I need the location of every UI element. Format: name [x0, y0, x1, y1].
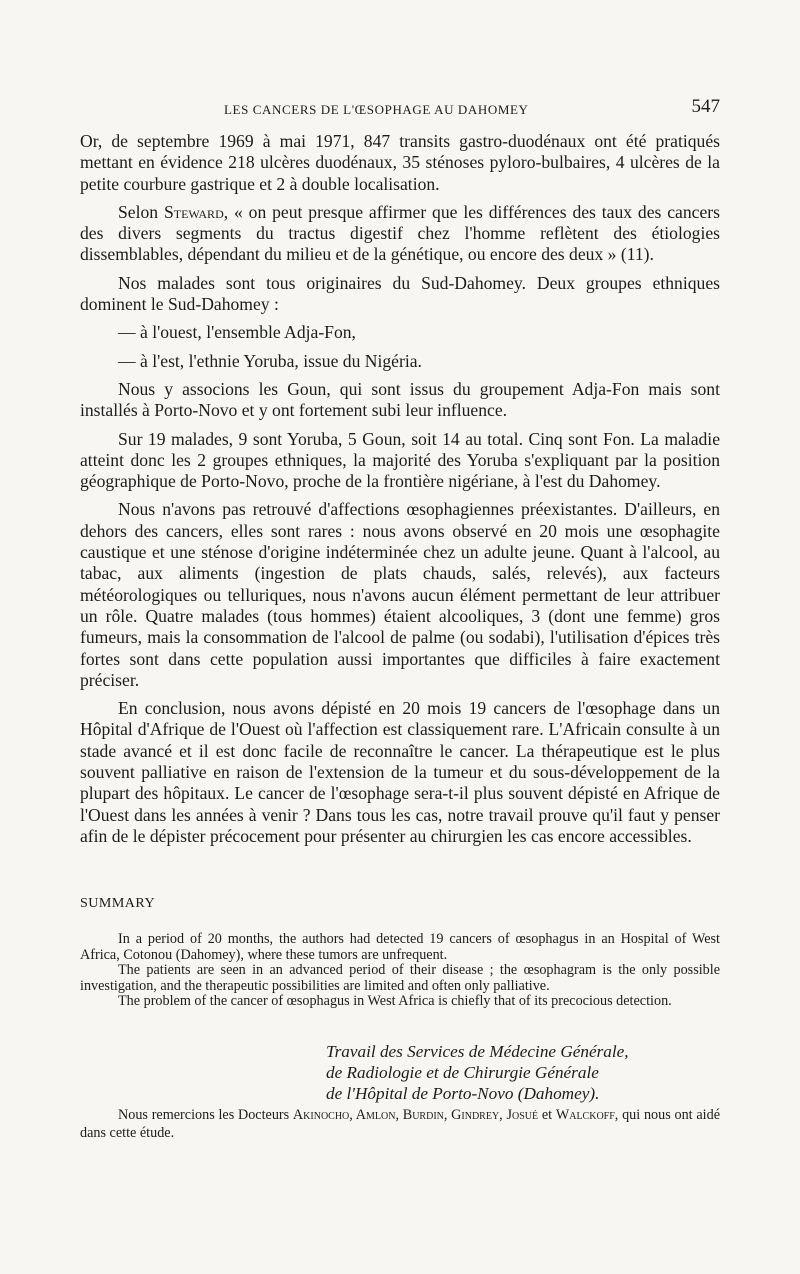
page-number: 547: [691, 96, 720, 117]
paragraph-affections: Nous n'avons pas retrouvé d'affections œsophagiennes préexistantes. D'ailleurs, en dehors des cancers, elles sont rares : nous avons observé en 20 mois une œsophagite caustique et une sténose d'origine indéterminée chez un adulte jeune. Quant à l'alcool, au tabac, aux aliments (ingestion de plats chauds, salés, relevés), aux facteurs météorologiques ou telluriques, nous n'avons aucun élément permettant de leur attribuer un rôle. Quatre malades (tous hommes) étaient alcooliques, 3 (dont une femme) gros fumeurs, mais la consommation de l'alcool de palme (ou sodabi), l'utilisation d'épices très fortes sont dans cette population aussi importantes que difficiles à faire exactement préciser.: [80, 499, 720, 690]
paragraph-transits: Or, de septembre 1969 à mai 1971, 847 transits gastro-duodénaux ont été pratiqués mettant en évidence 218 ulcères duodénaux, 35 sténoses pyloro-bulbaires, 4 ulcères de la petite courbure gastrique et 2 à double localisation.: [80, 131, 720, 194]
running-title: LES CANCERS DE L'ŒSOPHAGE AU DAHOMEY: [224, 102, 529, 117]
summary-heading: SUMMARY: [80, 896, 156, 911]
summary-paragraph-1: In a period of 20 months, the authors had detected 19 cancers of œsophagus in an Hospital of West Africa, Cotonou (Dahomey), where these tumors are unfrequent.: [80, 931, 720, 963]
body-text: [80, 131, 720, 854]
summary-paragraph-2: The patients are seen in an advanced period of their disease ; the œsophagram is the only possible investigation, and the therapeutic possibilities are limited and often only palliative.: [80, 962, 720, 994]
acknowledgment: Nous remercions les Docteurs Akinocho, Amlon, Burdin, Gindrey, Josué et Walckoff, qui nous ont aidé dans cette étude.: [80, 1107, 720, 1141]
paragraph-steward: Selon Steward, « on peut presque affirmer que les différences des taux des cancers des divers segments du tractus digestif chez l'homme reflètent des étiologies dissemblables, dépendant du milieu et de la génétique, ou encore des deux » (11).: [80, 201, 720, 265]
acknowledged-names: Akinocho, Amlon, Burdin, Gindrey, Josué: [292, 1107, 539, 1123]
list-item-west: — à l'ouest, l'ensemble Adja-Fon,: [118, 322, 356, 343]
summary-text: [80, 932, 720, 1010]
paragraph-counts: Sur 19 malades, 9 sont Yoruba, 5 Goun, soit 14 au total. Cinq sont Fon. La maladie atteint donc les 2 groupes ethniques, la majorité des Yoruba s'expliquant par la position géographique de Porto-Novo, proche de la frontière nigériane, à l'est du Dahomey.: [80, 428, 720, 492]
list-item-east: — à l'est, l'ethnie Yoruba, issue du Nigéria.: [118, 350, 422, 371]
paragraph-goun: Nous y associons les Goun, qui sont issus du groupement Adja-Fon mais sont installés à Porto-Novo et y ont fortement subi leur influence.: [80, 378, 720, 421]
summary-paragraph-3: The problem of the cancer of œsophagus in West Africa is chiefly that of its precocious detection.: [118, 993, 672, 1010]
affiliation: [326, 1041, 726, 1104]
paragraph-conclusion: En conclusion, nous avons dépisté en 20 mois 19 cancers de l'œsophage dans un Hôpital d'Afrique de l'Ouest où l'affection est classiquement rare. L'Africain consulte à un stade avancé et il est donc facile de reconnaître le cancer. La thérapeutique est le plus souvent palliative en raison de l'extension de la tumeur et du sous-développement de la plupart des hôpitaux. Le cancer de l'œsophage sera-t-il plus souvent dépisté en Afrique de l'Ouest dans les années à venir ? Dans tous les cas, notre travail prouve qu'il faut y penser afin de le dépister précocement pour présenter au chirurgien les cas encore accessibles.: [80, 698, 720, 846]
acknowledged-last-name: Walckoff: [555, 1107, 615, 1123]
paragraph-origins: Nos malades sont tous originaires du Sud-Dahomey. Deux groupes ethniques dominent le Sud-Dahomey :: [80, 272, 720, 315]
affiliation-line-1: Travail des Services de Médecine Générale,: [326, 1042, 629, 1061]
author-name-steward: Steward: [163, 201, 224, 222]
affiliation-line-2: de Radiologie et de Chirurgie Générale: [326, 1063, 599, 1082]
affiliation-line-3: de l'Hôpital de Porto-Novo (Dahomey).: [326, 1084, 600, 1103]
